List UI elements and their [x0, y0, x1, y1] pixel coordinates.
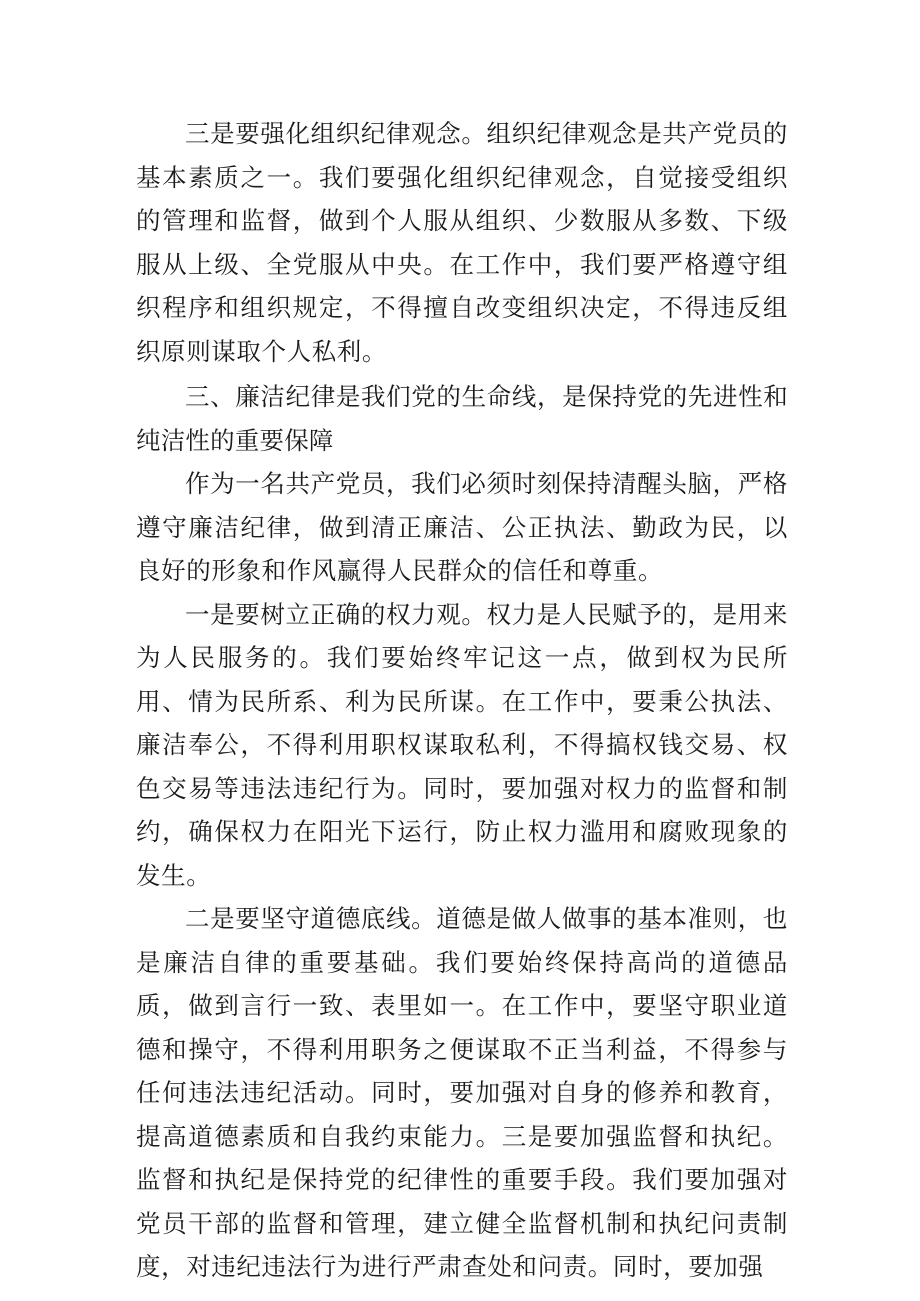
paragraph-moral-bottom-line: 二是要坚守道德底线。道德是做人做事的基本准则，也是廉洁自律的重要基础。我们要始终保持高尚的道德品质，做到言行一致、表里如一。在工作中，要坚守职业道德和操守，不得利用职务之便谋取不正当利益，不得参与任何违法违纪活动。同时，要加强对自身的修养和教育，提高道德素质和自我约束能力。三是要加强监督和执纪。监督和执纪是保持党的纪律性的重要手段。我们要加强对党员干部的监督和管理，建立健全监督机制和执纪问责制度，对违纪违法行为进行严肃查处和问责。同时，要加强: [136, 904, 788, 1281]
paragraph-party-member-intro: 作为一名共产党员，我们必须时刻保持清醒头脑，严格遵守廉洁纪律，做到清正廉洁、公正执法、勤政为民，以良好的形象和作风赢得人民群众的信任和尊重。: [136, 469, 788, 585]
paragraph-organizational-discipline: 三是要强化组织纪律观念。组织纪律观念是共产党员的基本素质之一。我们要强化组织纪律观念，自觉接受组织的管理和监督，做到个人服从组织、少数服从多数、下级服从上级、全党服从中央。在工作中，我们要严格遵守组织程序和组织规定，不得擅自改变组织决定，不得违反组织原则谋取个人私利。: [136, 119, 788, 366]
document-body: [136, 112, 788, 1289]
paragraph-view-of-power: 一是要树立正确的权力观。权力是人民赋予的，是用来为人民服务的。我们要始终牢记这一点，做到权为民所用、情为民所系、利为民所谋。在工作中，要秉公执法、廉洁奉公，不得利用职权谋取私利，不得搞权钱交易、权色交易等违法违纪行为。同时，要加强对权力的监督和制约，确保权力在阳光下运行，防止权力滥用和腐败现象的发生。: [136, 599, 788, 890]
section-heading-integrity-discipline: 三、廉洁纪律是我们党的生命线，是保持党的先进性和纯洁性的重要保障: [136, 382, 788, 455]
